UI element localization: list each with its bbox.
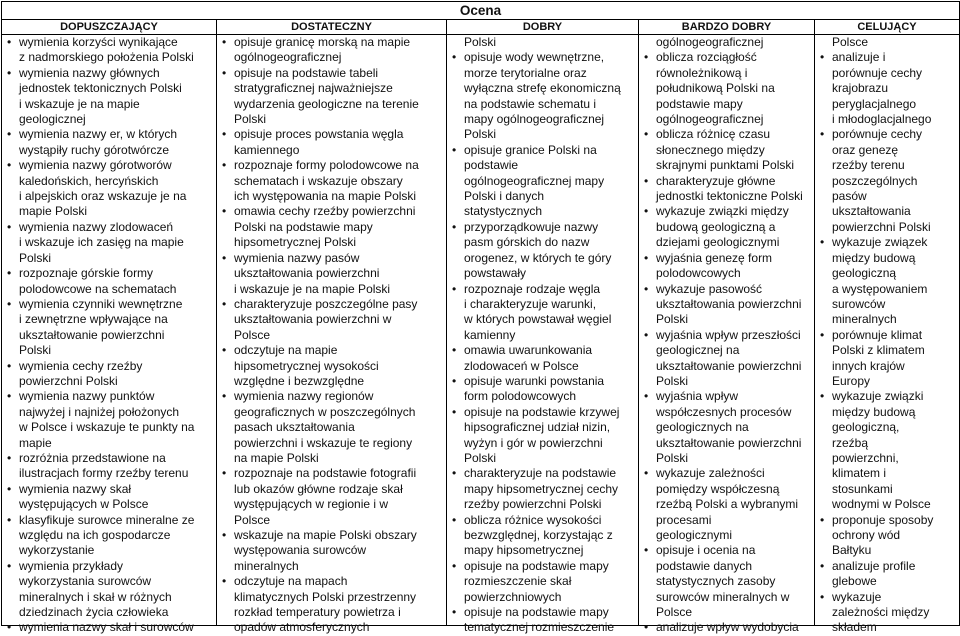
criterion-continuation: z nadmorskiego położenia Polski: [19, 50, 194, 65]
criterion-continuation: ogólnogeograficznej: [656, 35, 764, 49]
criterion-continuation: ukształtowanie powierzchni: [656, 435, 802, 450]
criterion-continuation: wodnymi w Polsce: [832, 497, 931, 512]
criterion-continuation: ich występowania na mapie Polski: [234, 189, 417, 204]
criterion-continuation: mapy ogólnogeograficznej: [464, 112, 605, 127]
criterion-continuation: wyłączna strefę ekonomiczną: [464, 81, 621, 96]
criterion-continuation: geologicznych na: [656, 420, 749, 435]
criterion-continuation: mapie Polski: [19, 204, 88, 219]
criterion-continuation: surowców: [832, 296, 886, 311]
criterion-continuation: podstawie: [464, 158, 519, 173]
criterion-line: • charakteryzuje główne: [639, 174, 814, 189]
criteria-list: [2, 35, 216, 636]
criterion-line: • wymienia korzyści wynikające: [2, 35, 216, 50]
criterion-continuation: Polsce: [832, 35, 869, 49]
criterion-line: • wymienia nazwy głównych: [2, 66, 216, 81]
criterion-continuation: ilustracjach formy rzeźby terenu: [19, 466, 189, 481]
criterion-line: • wymienia nazwy er, w których: [2, 127, 216, 142]
criterion-line: • wymienia nazwy skał: [2, 482, 216, 497]
criterion-continuation: Polski i danych: [464, 189, 545, 204]
criterion-line: • rozróżnia przedstawione na: [2, 451, 216, 466]
grading-table: [1, 1, 960, 635]
criterion-continuation: podstawie mapy: [656, 96, 743, 111]
criterion-continuation: kaledońskich, hercyńskich: [19, 173, 159, 188]
column-dopuszczajacy: [2, 35, 217, 635]
criterion-continuation: składem: [832, 620, 877, 635]
criterion-continuation: ukształtowania powierzchni: [234, 266, 380, 281]
criterion-continuation: między budową: [832, 404, 916, 419]
criterion-continuation: występujących w Polsce: [19, 497, 149, 512]
criterion-continuation: geologiczną,: [832, 420, 900, 435]
criterion-line: • rozpoznaje rodzaje węgla: [447, 282, 638, 297]
criterion-line: • klasyfikuje surowce mineralne ze: [2, 513, 216, 528]
criterion-line: • oblicza rozciągłość: [639, 50, 814, 65]
criterion-continuation: Polski na podstawie mapy: [234, 219, 373, 234]
criterion-continuation: tematycznej rozmieszczenie: [464, 620, 615, 635]
criterion-continuation: hipsograficznej udział nizin,: [464, 420, 611, 435]
criterion-continuation: Polski: [656, 450, 689, 465]
criterion-continuation: porównuje cechy: [832, 65, 923, 80]
criterion-continuation: równoleżnikową i: [656, 65, 748, 80]
criterion-continuation: pasów: [832, 189, 867, 204]
criterion-line: • wykazuje związki między: [639, 204, 814, 219]
criterion-continuation: ukształtowanie powierzchni: [656, 358, 802, 373]
criterion-continuation: na podstawie schematu i: [464, 96, 597, 111]
criterion-continuation: surowców mineralnych w: [656, 589, 790, 604]
criterion-continuation: zależności między: [832, 605, 930, 620]
criterion-continuation: mineralnych: [832, 312, 897, 327]
criterion-line: • opisuje warunki powstania: [447, 374, 638, 389]
criterion-continuation: powierzchniowych: [464, 589, 562, 604]
criterion-continuation: powierzchni i wskazuje te regiony: [234, 435, 413, 450]
criterion-continuation: na mapie Polski: [234, 450, 319, 465]
criterion-continuation: i zewnętrzne wpływające na: [19, 312, 168, 327]
criterion-continuation: geologicznej na: [656, 343, 740, 358]
criterion-continuation: ogólnogeograficznej: [656, 112, 764, 127]
criterion-continuation: geologiczną: [832, 266, 897, 281]
criterion-continuation: poszczególnych: [832, 173, 918, 188]
criterion-continuation: rzeźbą: [832, 435, 869, 450]
criterion-line: • wymienia nazwy regionów: [217, 389, 446, 404]
column-celujacy: [815, 35, 960, 635]
criterion-line: • opisuje na podstawie mapy: [447, 605, 638, 620]
criterion-continuation: mineralnych: [234, 558, 299, 573]
criterion-continuation: Polski: [464, 35, 497, 49]
criterion-continuation: mapy hipsometrycznej cechy: [464, 481, 619, 496]
criterion-line: • odczytuje na mapach: [217, 574, 446, 589]
criterion-line: • wymienia cechy rzeźby: [2, 359, 216, 374]
criterion-continuation: pasm górskich do nazw: [464, 235, 590, 250]
criteria-list: [447, 35, 638, 636]
criterion-continuation: geograficznych w poszczególnych: [234, 404, 416, 419]
criterion-continuation: powstawały: [464, 266, 527, 281]
criterion-line: • opisuje na podstawie krzywej: [447, 405, 638, 420]
criterion-line: • opisuje granicę morską na mapie: [217, 35, 446, 50]
criterion-continuation: stratygraficznej najważniejsze: [234, 81, 393, 96]
criterion-continuation: stosunkami: [832, 481, 893, 496]
criterion-continuation: polodowcowe na schematach: [19, 281, 177, 296]
criterion-line: • rozpoznaje na podstawie fotografii: [217, 466, 446, 481]
criterion-continuation: występujących w regionie i w: [234, 497, 389, 512]
criterion-continuation: Polski: [19, 250, 52, 265]
column-header-dopuszczajacy: DOPUSZCZAJĄCY: [2, 20, 217, 35]
criterion-line: • wymienia nazwy górotworów: [2, 158, 216, 173]
criterion-line: • analizuje profile: [815, 559, 959, 574]
column-dobry: [447, 35, 639, 635]
criterion-continuation: ukształtowania powierzchni: [656, 296, 802, 311]
criterion-continuation: i charakteryzuje warunki,: [464, 296, 597, 311]
criterion-continuation: i wskazuje ich zasięg na mapie: [19, 235, 184, 250]
criterion-continuation: ukształtowania powierzchni w: [234, 312, 392, 327]
criterion-continuation: schematach i wskazuje obszary: [234, 173, 403, 188]
criterion-continuation: morze terytorialne oraz: [464, 65, 587, 80]
criterion-continuation: Polski: [656, 312, 689, 327]
criterion-continuation: Europy: [832, 373, 871, 388]
criterion-continuation: geologicznymi: [656, 528, 733, 542]
criterion-continuation: bezwzględnej, korzystając z: [464, 528, 613, 542]
criterion-continuation: rzeźbą Polski a wybranymi: [656, 497, 799, 512]
criterion-line: • opisuje na podstawie tabeli: [217, 66, 446, 81]
criterion-continuation: jednostki tektoniczne Polski: [656, 189, 803, 204]
criterion-continuation: i wskazuje je na mapie Polski: [234, 281, 391, 296]
criterion-continuation: budową geologiczną a: [656, 219, 776, 234]
criterion-continuation: wykorzystania surowców: [19, 574, 152, 589]
criterion-line: • analizuje i: [815, 50, 959, 65]
criterion-continuation: innych krajów: [832, 358, 905, 373]
criterion-line: • wskazuje na mapie Polski obszary: [217, 528, 446, 543]
criterion-line: • wymienia nazwy pasów: [217, 251, 446, 266]
criterion-line: • wyjaśnia wpływ: [639, 389, 814, 404]
criterion-continuation: ukształtowanie powierzchni: [19, 327, 165, 342]
criterion-continuation: ogólnogeograficznej mapy: [464, 173, 605, 188]
criterion-continuation: oraz genezę: [832, 142, 899, 157]
criterion-line: • wykazuje związek: [815, 235, 959, 250]
criterion-continuation: hipsometrycznej Polski: [234, 235, 357, 250]
criterion-continuation: orogenez, w których te góry: [464, 250, 612, 265]
criterion-line: • wykazuje: [815, 590, 959, 605]
criterion-continuation: i wskazuje je na mapie: [19, 96, 140, 111]
criterion-line: • rozpoznaje górskie formy: [2, 266, 216, 281]
criterion-continuation: południkową Polski na: [656, 81, 775, 96]
criterion-line: • opisuje na podstawie mapy: [447, 559, 638, 574]
column-header-bardzo-dobry: BARDZO DOBRY: [639, 20, 815, 35]
criterion-line: • omawia uwarunkowania: [447, 343, 638, 358]
criterion-continuation: Polski: [464, 127, 497, 142]
criterion-line: • oblicza różnice wysokości: [447, 513, 638, 528]
criterion-continuation: współczesnych procesów: [656, 404, 792, 419]
criterion-continuation: ukształtowania: [832, 204, 911, 219]
criterion-continuation: słonecznego między: [656, 142, 765, 157]
criterion-line: • wyjaśnia wpływ przeszłości: [639, 328, 814, 343]
table-title: Ocena: [2, 2, 960, 20]
column-dostateczny: [217, 35, 447, 635]
criterion-continuation: Polsce: [234, 327, 271, 342]
criterion-line: • wymienia nazwy zlodowaceń: [2, 220, 216, 235]
criterion-line: • wymienia nazwy punktów: [2, 389, 216, 404]
criterion-line: • porównuje klimat: [815, 328, 959, 343]
criterion-continuation: w Polsce i wskazuje te punkty na: [19, 420, 195, 435]
criterion-continuation: form polodowcowych: [464, 389, 577, 404]
criterion-continuation: Bałtyku: [832, 543, 872, 558]
criterion-continuation: i młodoglacjalnego: [832, 112, 932, 127]
criterion-continuation: hipsometrycznej wysokości: [234, 358, 379, 373]
criterion-line: • wykazuje związki: [815, 389, 959, 404]
criterion-line: • opisuje wody wewnętrzne,: [447, 50, 638, 65]
criterion-continuation: rozkład temperatury powietrza i: [234, 605, 401, 620]
criterion-continuation: Polsce: [656, 605, 693, 620]
criteria-list: [639, 35, 814, 636]
criterion-continuation: polodowcowych: [656, 266, 741, 281]
criterion-continuation: Polski: [656, 373, 689, 388]
criterion-continuation: dziedzinach życia człowieka: [19, 605, 169, 620]
criterion-continuation: zlodowaceń w Polsce: [464, 358, 579, 373]
criterion-continuation: jednostek tektonicznych Polski: [19, 81, 182, 96]
criterion-continuation: Polski: [464, 450, 497, 465]
criterion-continuation: Polski: [234, 112, 267, 127]
criterion-continuation: pasach ukształtowania: [234, 420, 355, 435]
criterion-continuation: między budową: [832, 250, 916, 265]
criterion-line: • wykazuje pasowość: [639, 282, 814, 297]
criterion-line: • wymienia przykłady: [2, 559, 216, 574]
criterion-continuation: statystycznych: [464, 204, 543, 219]
criterion-continuation: klimatem i: [832, 466, 887, 481]
criterion-continuation: wystąpiły ruchy górotwórcze: [19, 142, 170, 157]
criterion-line: • opisuje proces powstania węgla: [217, 127, 446, 142]
criterion-continuation: mapy hipsometrycznej: [464, 543, 584, 558]
criterion-line: • wymienia czynniki wewnętrzne: [2, 297, 216, 312]
criterion-continuation: pomiędzy współczesną: [656, 481, 780, 496]
criterion-continuation: względne i bezwzględne: [234, 373, 365, 388]
criterion-continuation: opadów atmosferycznych: [234, 620, 370, 635]
criterion-continuation: statystycznych zasoby: [656, 574, 776, 589]
criterion-continuation: lub okazów główne rodzaje skał: [234, 481, 403, 496]
criterion-continuation: Polsce: [234, 512, 271, 527]
criterion-continuation: klimatycznych Polski przestrzenny: [234, 589, 417, 604]
column-header-celujacy: CELUJĄCY: [815, 20, 960, 35]
column-header-dostateczny: DOSTATECZNY: [217, 20, 447, 35]
criterion-line: • charakteryzuje poszczególne pasy: [217, 297, 446, 312]
header-row: [2, 20, 960, 35]
criterion-continuation: peryglacjalnego: [832, 96, 917, 111]
column-bardzo-dobry: [639, 35, 815, 635]
criterion-continuation: mineralnych i skał w różnych: [19, 589, 172, 604]
criterion-continuation: ogólnogeograficznej: [234, 50, 342, 65]
criterion-line: • wykazuje zależności: [639, 466, 814, 481]
criterion-continuation: rzeźby terenu: [832, 158, 905, 173]
criterion-line: • wyjaśnia genezę form: [639, 251, 814, 266]
criterion-continuation: rzeźby powierzchni Polski: [464, 497, 602, 512]
criterion-continuation: wydarzenia geologiczne na terenie: [234, 96, 419, 111]
criterion-line: • analizuje wpływ wydobycia: [639, 620, 814, 635]
criterion-line: • charakteryzuje na podstawie: [447, 466, 638, 481]
criterion-continuation: glebowe: [832, 574, 877, 589]
criterion-continuation: ochrony wód: [832, 528, 901, 542]
criterion-line: • porównuje cechy: [815, 127, 959, 142]
criterion-line: • odczytuje na mapie: [217, 343, 446, 358]
criterion-continuation: i alpejskich oraz wskazuje je na: [19, 189, 187, 204]
criterion-line: • opisuje granice Polski na: [447, 143, 638, 158]
criterion-line: • oblicza różnicę czasu: [639, 127, 814, 142]
criterion-line: • wymienia nazwy skał i surowców: [2, 620, 216, 635]
column-header-dobry: DOBRY: [447, 20, 639, 35]
criterion-continuation: kamienny: [464, 327, 516, 342]
criterion-continuation: krajobrazu: [832, 81, 889, 96]
criterion-continuation: powierzchni Polski: [19, 373, 118, 388]
criteria-list: [217, 35, 446, 636]
criterion-continuation: wyżyn i gór w powierzchni: [464, 435, 603, 450]
criterion-continuation: Polski: [19, 343, 52, 358]
criteria-list: [815, 35, 959, 636]
criterion-continuation: względu na ich gospodarcze: [19, 528, 171, 542]
criterion-continuation: a występowaniem: [832, 281, 928, 296]
criterion-continuation: najwyżej i najniżej położonych: [19, 404, 180, 419]
criterion-continuation: w których powstawał węgiel: [464, 312, 612, 327]
criterion-continuation: mapie: [19, 435, 52, 450]
criterion-line: • opisuje i ocenia na: [639, 543, 814, 558]
criterion-continuation: powierzchni,: [832, 450, 899, 465]
criterion-continuation: wykorzystanie: [19, 543, 95, 558]
criterion-continuation: występowania surowców: [234, 543, 367, 558]
criterion-continuation: podstawie danych: [656, 558, 753, 573]
content-row: [2, 35, 960, 626]
criterion-continuation: skrajnymi punktami Polski: [656, 158, 795, 173]
criterion-continuation: geologicznej: [19, 112, 86, 127]
criterion-line: • omawia cechy rzeźby powierzchni: [217, 204, 446, 219]
criterion-line: • proponuje sposoby: [815, 513, 959, 528]
criterion-continuation: procesami: [656, 512, 712, 527]
criterion-line: • przyporządkowuje nazwy: [447, 220, 638, 235]
criterion-continuation: dziejami geologicznymi: [656, 235, 780, 250]
criterion-continuation: rozmieszczenie skał: [464, 574, 572, 589]
criterion-line: • rozpoznaje formy polodowcowe na: [217, 158, 446, 173]
criterion-continuation: powierzchni Polski: [832, 219, 931, 234]
title-row: [2, 2, 960, 20]
criterion-continuation: Polski z klimatem: [832, 343, 925, 358]
criterion-continuation: kamiennego: [234, 142, 300, 157]
